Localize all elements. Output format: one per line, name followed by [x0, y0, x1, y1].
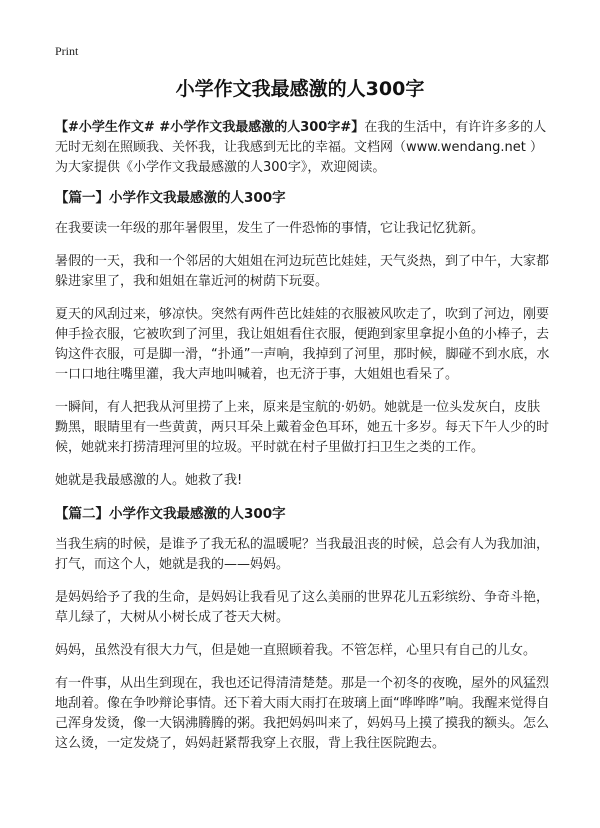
- paragraph: 一瞬间，有人把我从河里捞了上来，原来是宝航的·奶奶。她就是一位头发灰白，皮肤黝黑，眼睛里有一些黄黄，两只耳朵上戴着金色耳环，她五十多岁。每天下午人少的时候，她就来打捞清理河里的垃圾。平时就在村子里做打扫卫生之类的工作。: [55, 400, 550, 455]
- paragraph: 是妈妈给予了我的生命，是妈妈让我看见了这么美丽的世界花儿五彩缤纷、争奇斗艳，草儿绿了，大树从小树长成了苍天大树。: [55, 590, 550, 625]
- paragraph: 当我生病的时候，是谁予了我无私的温暖呢？当我最沮丧的时候，总会有人为我加油，打气，而这个人，她就是我的——妈妈。: [55, 537, 550, 572]
- intro-tag: 【#小学生作文# #小学作文我最感激的人300字#】: [55, 120, 365, 135]
- paragraph: 暑假的一天，我和一个邻居的大姐姐在河边玩芭比娃娃，天气炎热，到了中午，大家都躲进家里了，我和姐姐在靠近河的树荫下玩耍。: [55, 254, 550, 289]
- article-body: [55, 118, 550, 767]
- section-heading-2: 【篇二】小学作文我最感激的人300字: [55, 506, 286, 522]
- intro-paragraph: [55, 118, 550, 178]
- paragraph: 夏天的风刮过来，够凉快。突然有两件芭比娃娃的衣服被风吹走了，吹到了河边，刚要伸手捡衣服，它被吹到了河里，我让姐姐看住衣服，便跑到家里拿捉小鱼的小棒子，去钩这件衣服，可是脚一滑，“扑通”一声响，我掉到了河里，那时候，脚碰不到水底，水一口口地往嘴里灌，我大声地叫喊着，也无济于事，大姐姐也看呆了。: [55, 307, 550, 382]
- paragraph: 在我要读一年级的那年暑假里，发生了一件恐怖的事情，它让我记忆犹新。: [55, 221, 485, 236]
- paragraph: 有一件事，从出生到现在，我也还记得清清楚楚。那是一个初冬的夜晚，屋外的风猛烈地刮着。像在争吵辩论事情。还下着大雨大雨打在玻璃上面“哗哗哗”响。我醒来觉得自己浑身发烫，像一大锅沸腾腾的粥。我把妈妈叫来了，妈妈马上摸了摸我的额头。怎么这么烫，一定发烧了，妈妈赶紧帮我穿上衣服，背上我往医院跑去。: [55, 676, 550, 751]
- section-heading-1: 【篇一】小学作文我最感激的人300字: [55, 190, 286, 206]
- paragraph: 她就是我最感激的人。她救了我!: [55, 473, 243, 488]
- page-title: 小学作文我最感激的人300字: [175, 78, 425, 100]
- print-link[interactable]: Print: [55, 44, 79, 58]
- paragraph: 妈妈，虽然没有很大力气，但是她一直照顾着我。不管怎样，心里只有自己的儿女。: [55, 643, 537, 658]
- intro-text: 在我的生活中，有许许多多的人无时无刻在照顾我、关怀我，让我感到无比的幸福。文档网（www.wendang.net ）为大家提供《小学作文我最感激的人300字》，欢迎阅读。: [55, 120, 547, 175]
